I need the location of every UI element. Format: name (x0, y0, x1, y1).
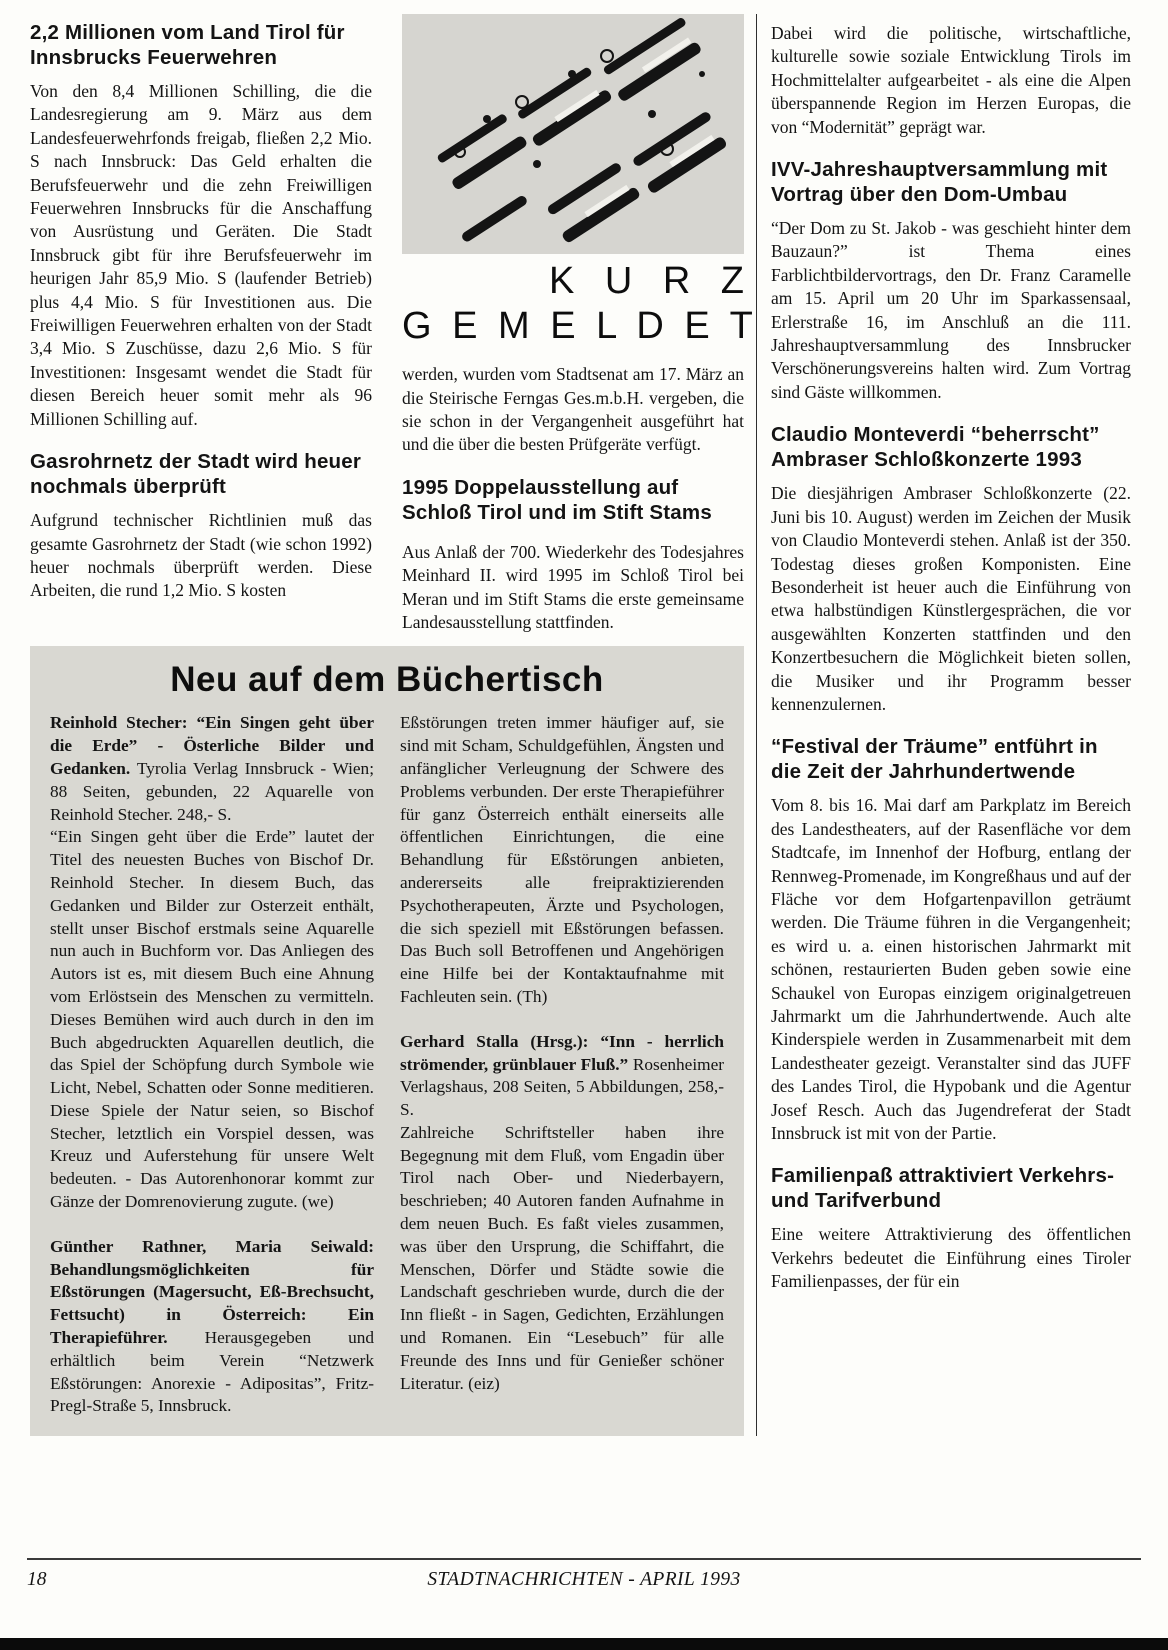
book-review-rathner-info (50, 1236, 374, 1418)
column-2 (402, 14, 753, 634)
left-section (30, 14, 753, 1436)
article-headline-doppelausstellung: 1995 Doppelausstellung auf Schloß Tirol und im Stift Stams (402, 475, 712, 524)
book-review-stalla-info (400, 1031, 724, 1122)
column-3 (757, 14, 1131, 1436)
article-headline-festival: “Festival der Träume” entführt in die Zeit der Jahrhundertwende (771, 735, 1098, 784)
top-row (30, 14, 753, 634)
journal-title: STADTNACHRICHTEN - APRIL 1993 (427, 1569, 741, 1590)
kurz-gemeldet-title-line1: K U R Z (549, 260, 744, 302)
book-review-rathner-body: Eßstörungen treten immer häufiger auf, sie sind mit Scham, Schuldgefühlen, Ängsten und anfänglicher Verleugnung der Schwere des Problems verbunden. Der erste Therapieführer für ganz Österreich enthält einerseits alle öffentlichen Einrichtungen, die eine Behandlung für Eßstörungen anbieten, andererseits alle freipraktizierenden Psychotherapeuten, Ärzte und Psychologen, die sich speziell mit Eßstörungen befassen. Das Buch soll Betroffenen und Angehörigen eine Hilfe bei der Kontaktaufnahme mit Fachleuten sein. (Th) (400, 713, 724, 1006)
book-review-stecher-body: “Ein Singen geht über die Erde” lautet der Titel des neuesten Buches von Bischof Dr. Reinhold Stecher. In diesem Buch, das Gedanken und Bilder zur Osterzeit enthält, stellt unser Bischof erstmals seine Aquarelle nun auch in Buchform vor. Das Anliegen des Autors ist es, mit diesem Buch eine Ahnung vom Erlöstsein des Menschen zu vermitteln. Dieses Bemühen wird auch durch in den im Buch abgedruckten Aquarellen deutlich, die das Spiel der Schöpfung durch Symbole wie Licht, Nebel, Schatten oder Sonne meditieren. Diese Spiele der Natur seien, so Bischof Stecher, letztlich ein Vorspiel dessen, was Kreuz und Auferstehung für unsere Welt bedeuten. - Das Autorenhonorar kommt zur Gänze der Domrenovierung zugute. (we) (50, 827, 374, 1212)
scan-edge-bar (0, 1638, 1168, 1650)
article-body-monteverdi: Die diesjährigen Ambraser Schloßkonzerte (22. Juni bis 10. August) werden im Zeichen der Musik von Claudio Monteverdi stehen. Anlaß ist der 350. Todestag dieses großen Komponisten. Eine Besonderheit ist heuer auch die Einführung von etwa halbstündigen Künstlergesprächen, die vor ausgewählten Konzerten stattfinden und den Konzertbesuchern die Möglichkeit bieten sollen, die Musiker und ihr Programm besser kennenzulernen. (771, 483, 1131, 714)
kurz-gemeldet-artwork-image (402, 14, 744, 254)
article-body-feuerwehren: Von den 8,4 Millionen Schilling, die die Landesregierung am 9. März aus dem Landesfeuerwehrfonds freigab, fließen 2,2 Mio. S nach Innsbruck: Das Geld erhalten die Berufsfeuerwehr und die zehn Freiwilligen Feuerwehren Innsbrucks für die Anschaffung von Ausrüstung und Geräten. Die Stadt Innsbruck gibt für ihre Berufsfeuerwehr im heurigen Jahr 85,9 Mio. S (laufender Betrieb) plus 4,4 Mio. S für Investitionen aus. Die Freiwilligen Feuerwehren erhalten von der Stadt 3,4 Mio. S Zuschüsse, dazu 2,6 Mio. S für Investitionen: Insgesamt wendet die Stadt für diesen Bereich heuer somit mehr als 96 Millionen Schilling auf. (30, 81, 372, 429)
page-columns (30, 14, 1141, 1436)
buechertisch-box (30, 646, 744, 1436)
buechertisch-columns (50, 712, 724, 1418)
article-body-doppelausstellung: Aus Anlaß der 700. Wiederkehr des Todesjahres Meinhard II. wird 1995 im Schloß Tirol bei Meran und im Stift Stams die erste gemeinsame Landesausstellung stattfinden. (402, 541, 744, 632)
book-review-rathner-publisher: Herausgegeben und erhältlich beim Verein “Netzwerk Eßstörungen: Anorexie - Adipositas”, Fritz-Pregl-Straße 5, Innsbruck. (50, 1328, 374, 1416)
book-review-rathner-lead: Günther Rathner, Maria Seiwald: Behandlungsmöglichkeiten für Eßstörungen (Magersucht, Eß-Brechsucht, Fettsucht) in Österreich: Ein Therapieführer. (50, 1236, 374, 1348)
book-review-stecher-publisher: Tyrolia Verlag Innsbruck - Wien; 88 Seiten, gebunden, 22 Aquarelle von Reinhold Stecher. 248,- S. (50, 758, 374, 824)
buechertisch-column-a (50, 712, 374, 1418)
book-review-stalla-lead: Gerhard Stalla (Hrsg.): “Inn - herrlich strömender, grünblauer Fluß.” (400, 1031, 724, 1074)
kurz-gemeldet-title-line2: G E M E L D E T (402, 304, 753, 347)
article-headline-gasrohrnetz: Gasrohrnetz der Stadt wird heuer nochmals überprüft (30, 450, 362, 499)
article-continuation-gasrohrnetz: werden, wurden vom Stadtsenat am 17. März an die Steirische Ferngas Ges.m.b.H. vergeben, die sie schon in der Vergangenheit ausgeführt hat und die über die besten Prüfgeräte verfügt. (402, 364, 744, 455)
article-body-ivv: “Der Dom zu St. Jakob - was geschieht hinter dem Bauzaun?” ist Thema eines Farblichtbildervortrags, den Dr. Franz Caramelle am 15. April um 20 Uhr im Sparkassensaal, Erlerstraße 16, im Anschluß an die 111. Jahreshauptversammlung des Innsbrucker Verschönerungsvereins halten wird. Zum Vortrag sind Gäste willkommen. (771, 218, 1131, 402)
book-review-stalla-body: Zahlreiche Schriftsteller haben ihre Begegnung mit dem Fluß, vom Engadin über Tirol nach Ober- und Niederbayern, beschrieben; 40 Autoren fanden Aufnahme in dem neuen Buch. Es faßt vieles zusammen, was über den Ursprung, die Schiffahrt, die Menschen, Dörfer und Städte sowie die Landschaft geschrieben wurde, durch die der Inn fließt - in Sagen, Gedichten, Erzählungen und Romanen. Ein “Lesebuch” für alle Freunde des Inns und für Genießer schöner Literatur. (eiz) (400, 1122, 724, 1393)
article-continuation-hochmittelalter: Dabei wird die politische, wirtschaftliche, kulturelle sowie soziale Entwicklung Tirols im Hochmittelalter aufgearbeitet - als eine die Alpen überspannende Region im Herzen Europas, die von “Modernität” geprägt war. (771, 23, 1131, 137)
article-headline-familienpass: Familienpaß attraktiviert Verkehrs- und Tarifverbund (771, 1164, 1115, 1213)
buechertisch-title: Neu auf dem Büchertisch (170, 660, 604, 700)
book-review-stecher-info (50, 712, 374, 826)
article-body-gasrohrnetz: Aufgrund technischer Richtlinien muß das gesamte Gasrohrnetz der Stadt (wie schon 1992) heuer nochmals überprüft werden. Diese Arbeiten, die rund 1,2 Mio. S kosten (30, 510, 372, 601)
book-review-stalla-publisher: Rosenheimer Verlagshaus, 208 Seiten, 5 Abbildungen, 258,- S. (400, 1054, 725, 1120)
buechertisch-column-b (400, 712, 724, 1418)
page-footer (27, 1558, 1141, 1591)
article-headline-feuerwehren: 2,2 Millionen vom Land Tirol für Innsbrucks Feuerwehren (30, 21, 345, 69)
page-number: 18 (27, 1569, 47, 1590)
article-body-festival: Vom 8. bis 16. Mai darf am Parkplatz im Bereich des Landestheaters, auf der Rasenfläche vor dem Stadtcafe, im Innenhof der Hofburg, entlang der Rennweg-Promenade, im Kongreßhaus und auf der Fläche vor dem Hofgartenpavillon geträumt werden. Die Träume führen in die Vergangenheit; es wird u. a. einen historischen Jahrmarkt mit schönen, restaurierten Buden geben sowie eine Schaukel von Europas einzigem originalgetreuen Jahrmarkt um die Jahrhundertwende. Auch alte Kinderspiele werden in Zusammenarbeit mit dem Landestheater gezeigt. Veranstalter sind das JUFF des Landes Tirol, die Hypobank und die Agentur Josef Resch. Auch das Jugendreferat der Stadt Innsbruck ist mit von der Partie. (771, 795, 1131, 1144)
book-review-stecher-lead: Reinhold Stecher: “Ein Singen geht über die Erde” - Österliche Bilder und Gedanken. (50, 713, 374, 778)
column-1 (30, 14, 372, 634)
article-body-familienpass: Eine weitere Attraktivierung des öffentlichen Verkehrs bedeutet die Einführung eines Tiroler Familienpasses, der für ein (771, 1224, 1131, 1292)
article-headline-monteverdi: Claudio Monteverdi “beherrscht” Ambraser Schloßkonzerte 1993 (771, 423, 1100, 472)
article-headline-ivv: IVV-Jahreshauptversammlung mit Vortrag über den Dom-Umbau (771, 158, 1108, 207)
